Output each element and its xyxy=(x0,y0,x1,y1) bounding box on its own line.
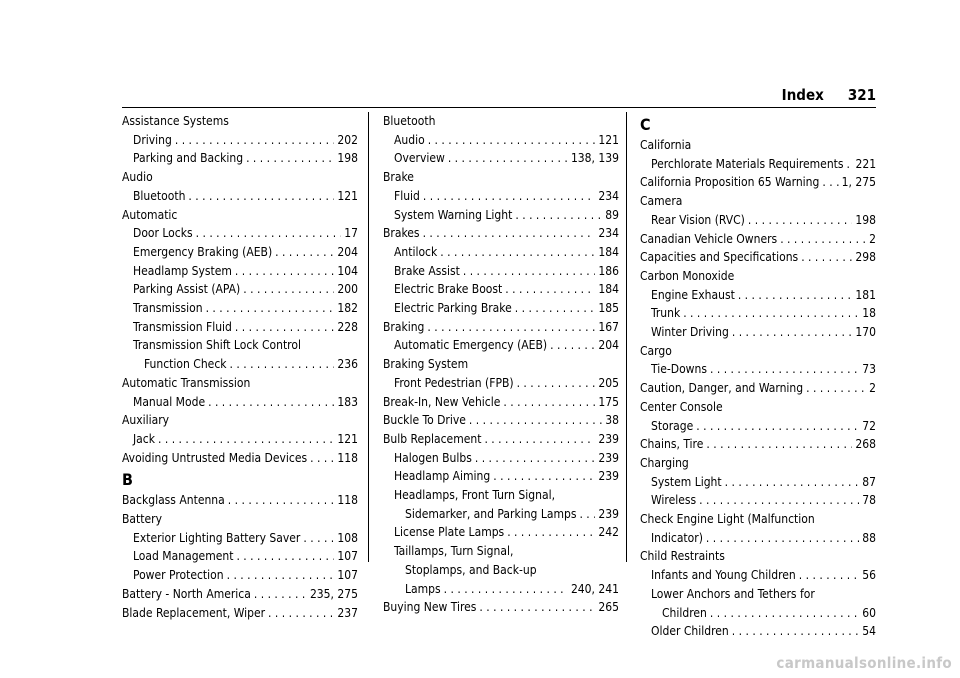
index-entry-label: Sidemarker, and Parking Lamps xyxy=(405,506,577,521)
page-header xyxy=(0,84,876,106)
index-entry[interactable] xyxy=(383,449,619,468)
dot-leader xyxy=(227,566,335,585)
index-entry[interactable] xyxy=(640,230,876,249)
index-entry-page[interactable]: 184 xyxy=(598,282,619,297)
index-entry-page[interactable]: 87 xyxy=(862,474,876,489)
index-entry[interactable] xyxy=(640,248,876,267)
index-entry[interactable] xyxy=(122,355,358,374)
dot-leader xyxy=(710,360,859,379)
dot-leader xyxy=(448,149,568,168)
index-entry-label: Children xyxy=(662,605,707,620)
dot-leader xyxy=(706,529,859,548)
index-entry-page[interactable]: 56 xyxy=(862,568,876,583)
index-entry[interactable] xyxy=(640,323,876,342)
index-entry-label: System Warning Light xyxy=(394,207,513,222)
dot-leader xyxy=(427,318,595,337)
dot-leader xyxy=(505,280,595,299)
dot-leader xyxy=(732,622,860,641)
dot-leader xyxy=(493,467,595,486)
index-heading: Audio xyxy=(122,170,153,185)
index-entry-label: Lamps xyxy=(405,581,441,596)
index-entry-label: Braking xyxy=(383,319,425,334)
index-column-2 xyxy=(383,112,619,617)
index-entry[interactable] xyxy=(383,206,619,225)
index-entry[interactable] xyxy=(640,417,876,436)
index-entry-label: Bluetooth xyxy=(133,188,186,203)
index-entry-page[interactable]: 239 xyxy=(598,469,619,484)
index-entry-page[interactable]: 17 xyxy=(344,226,358,241)
dot-leader xyxy=(725,473,860,492)
dot-leader xyxy=(188,187,334,206)
index-entry-label: Transmission Fluid xyxy=(133,319,232,334)
index-entry[interactable] xyxy=(383,374,619,393)
dot-leader xyxy=(503,393,595,412)
index-entry-label: Backglass Antenna xyxy=(122,493,225,508)
index-heading: Auxiliary xyxy=(122,413,170,428)
index-entry-page[interactable]: 108 xyxy=(337,530,358,545)
index-entry[interactable] xyxy=(122,585,358,604)
index-entry[interactable] xyxy=(122,430,358,449)
index-entry-label: Function Check xyxy=(144,357,227,372)
index-entry[interactable] xyxy=(122,280,358,299)
index-entry-label: Headlamp Aiming xyxy=(394,469,491,484)
dot-leader xyxy=(428,131,596,150)
index-entry-page[interactable]: 121 xyxy=(337,431,358,446)
index-entry-label: Wireless xyxy=(651,493,697,508)
index-entry-page[interactable]: 235, 275 xyxy=(309,586,358,601)
header-rule xyxy=(122,107,876,108)
index-entry-page[interactable]: 18 xyxy=(862,306,876,321)
index-entry-page[interactable]: 118 xyxy=(337,450,358,465)
index-letter-heading: B xyxy=(122,470,133,490)
index-entry-page[interactable]: 107 xyxy=(337,568,358,583)
index-entry[interactable] xyxy=(122,187,358,206)
dot-leader xyxy=(683,304,859,323)
index-entry[interactable] xyxy=(383,467,619,486)
index-entry-page[interactable]: 186 xyxy=(598,263,619,278)
index-entry-label: Storage xyxy=(651,418,694,433)
index-entry-page[interactable]: 89 xyxy=(605,207,619,222)
index-heading: Cargo xyxy=(640,343,672,358)
index-heading: Charging xyxy=(640,455,689,470)
index-entry[interactable] xyxy=(640,491,876,510)
index-entry[interactable] xyxy=(122,547,358,566)
index-entry[interactable] xyxy=(122,243,358,262)
index-entry[interactable] xyxy=(640,211,876,230)
index-entry-page[interactable]: 121 xyxy=(598,132,619,147)
index-entry-label: Halogen Bulbs xyxy=(394,450,472,465)
index-entry-page[interactable]: 138, 139 xyxy=(570,151,619,166)
index-entry-label: Power Protection xyxy=(133,568,224,583)
index-entry[interactable] xyxy=(122,299,358,318)
dot-leader xyxy=(479,598,595,617)
index-entry-page[interactable]: 1, 275 xyxy=(841,175,876,190)
index-heading: Automatic Transmission xyxy=(122,375,251,390)
index-entry[interactable] xyxy=(640,173,876,192)
index-entry-page[interactable]: 183 xyxy=(337,394,358,409)
index-entry[interactable] xyxy=(122,393,358,412)
dot-leader xyxy=(706,435,852,454)
dot-leader xyxy=(206,299,335,318)
index-entry[interactable] xyxy=(640,304,876,323)
index-heading: Automatic xyxy=(122,207,178,222)
dot-leader xyxy=(801,248,852,267)
index-entry-page[interactable]: 221 xyxy=(855,156,877,171)
index-entry-label: Battery - North America xyxy=(122,586,251,601)
index-entry-page[interactable]: 73 xyxy=(862,362,876,377)
index-entry-label: Canadian Vehicle Owners xyxy=(640,231,778,246)
index-entry-label: Electric Brake Boost xyxy=(394,282,503,297)
index-entry[interactable] xyxy=(122,318,358,337)
index-entry-label: Winter Driving xyxy=(651,325,729,340)
index-entry-label: Chains, Tire xyxy=(640,437,704,452)
index-entry[interactable] xyxy=(640,435,876,454)
dot-leader xyxy=(310,449,334,468)
index-entry-page[interactable]: 202 xyxy=(337,132,358,147)
index-entry-label: Front Pedestrian (FPB) xyxy=(394,375,514,390)
dot-leader xyxy=(550,336,595,355)
index-entry-label: Engine Exhaust xyxy=(651,287,735,302)
index-entry[interactable] xyxy=(383,280,619,299)
dot-leader xyxy=(175,131,335,150)
index-entry[interactable] xyxy=(383,598,619,617)
dot-leader xyxy=(799,566,859,585)
dot-leader xyxy=(230,355,335,374)
index-entry-label: Perchlorate Materials Requirements xyxy=(651,156,844,171)
dot-leader xyxy=(228,491,335,510)
index-entry-page[interactable]: 54 xyxy=(862,624,876,639)
dot-leader xyxy=(196,224,342,243)
index-entry-page[interactable]: 228 xyxy=(337,319,358,334)
index-entry-page[interactable]: 184 xyxy=(598,244,619,259)
index-entry-label: Fluid xyxy=(394,188,420,203)
index-entry[interactable] xyxy=(122,604,358,623)
index-entry[interactable] xyxy=(122,224,358,243)
column-divider xyxy=(368,112,369,562)
dot-leader xyxy=(847,155,853,174)
index-heading: Check Engine Light (Malfunction xyxy=(640,512,815,527)
index-heading: Taillamps, Turn Signal, xyxy=(394,544,514,559)
index-entry[interactable] xyxy=(383,580,619,599)
index-entry[interactable] xyxy=(640,286,876,305)
dot-leader xyxy=(738,286,853,305)
index-entry-page[interactable]: 298 xyxy=(855,250,876,265)
index-entry-label: Caution, Danger, and Warning xyxy=(640,381,804,396)
index-entry-page[interactable]: 198 xyxy=(855,212,876,227)
index-entry-page[interactable]: 239 xyxy=(598,450,619,465)
index-entry-page[interactable]: 200 xyxy=(337,282,358,297)
index-entry[interactable] xyxy=(383,318,619,337)
dot-leader xyxy=(475,449,596,468)
watermark: carmanualsonline.info xyxy=(776,654,952,672)
index-entry[interactable] xyxy=(122,449,358,468)
index-entry-page[interactable]: 182 xyxy=(337,301,358,316)
index-entry-page[interactable]: 181 xyxy=(855,287,876,302)
dot-leader xyxy=(696,417,859,436)
dot-leader xyxy=(158,430,334,449)
index-heading: Braking System xyxy=(383,357,469,372)
dot-leader xyxy=(699,491,859,510)
dot-leader xyxy=(236,547,334,566)
index-entry-label: Exterior Lighting Battery Saver xyxy=(133,530,301,545)
index-heading: Brake xyxy=(383,170,414,185)
index-entry-page[interactable]: 2 xyxy=(869,231,876,246)
index-entry-label: Blade Replacement, Wiper xyxy=(122,605,266,620)
index-entry-label: Electric Parking Brake xyxy=(394,301,512,316)
index-heading: Lower Anchors and Tethers for xyxy=(651,586,815,601)
index-entry[interactable] xyxy=(383,243,619,262)
index-column-1 xyxy=(122,112,358,622)
index-entry[interactable] xyxy=(122,262,358,281)
page-number: 321 xyxy=(847,86,876,104)
index-entry-page[interactable]: 167 xyxy=(598,319,619,334)
index-entry-label: Parking and Backing xyxy=(133,151,244,166)
index-entry-page[interactable]: 204 xyxy=(598,338,619,353)
dot-leader xyxy=(517,374,596,393)
index-heading: Carbon Monoxide xyxy=(640,268,735,283)
index-entry-page[interactable]: 78 xyxy=(862,493,876,508)
index-entry-page[interactable]: 204 xyxy=(337,244,358,259)
index-entry-page[interactable]: 268 xyxy=(855,437,876,452)
dot-leader xyxy=(275,243,334,262)
index-entry[interactable] xyxy=(383,336,619,355)
index-entry-label: Antilock xyxy=(394,244,438,259)
column-divider xyxy=(626,112,627,562)
index-entry-label: Headlamp System xyxy=(133,263,232,278)
index-entry-label: Parking Assist (APA) xyxy=(133,282,241,297)
index-letter-heading: C xyxy=(640,115,651,134)
index-entry-label: Capacities and Specifications xyxy=(640,250,799,265)
index-entry-page[interactable]: 185 xyxy=(598,301,619,316)
dot-leader xyxy=(469,411,602,430)
index-entry[interactable] xyxy=(122,131,358,150)
index-entry[interactable] xyxy=(122,149,358,168)
index-entry[interactable] xyxy=(122,491,358,510)
index-heading: California xyxy=(640,138,692,152)
dot-leader xyxy=(440,243,595,262)
index-entry-page[interactable]: 239 xyxy=(598,506,619,521)
index-entry-label: Rear Vision (RVC) xyxy=(651,212,745,227)
index-entry-label: Buckle To Drive xyxy=(383,413,466,428)
index-entry-page[interactable]: 175 xyxy=(598,394,619,409)
section-title: Index xyxy=(781,86,824,104)
index-entry-page[interactable]: 60 xyxy=(862,605,876,620)
index-entry-label: Overview xyxy=(394,151,445,166)
dot-leader xyxy=(423,187,595,206)
dot-leader xyxy=(423,224,596,243)
index-entry[interactable] xyxy=(122,529,358,548)
index-entry-label: Emergency Braking (AEB) xyxy=(133,244,273,259)
index-entry-label: License Plate Lamps xyxy=(394,525,505,540)
index-entry[interactable] xyxy=(383,262,619,281)
index-entry[interactable] xyxy=(640,360,876,379)
index-entry[interactable] xyxy=(383,299,619,318)
index-entry[interactable] xyxy=(383,430,619,449)
index-entry-label: California Proposition 65 Warning xyxy=(640,175,820,190)
index-entry-label: Jack xyxy=(133,431,155,446)
index-entry-label: Infants and Young Children xyxy=(651,568,796,583)
index-heading: Camera xyxy=(640,194,683,209)
index-entry-label: Brakes xyxy=(383,226,420,241)
index-entry-label: Brake Assist xyxy=(394,263,460,278)
index-entry-page[interactable]: 236 xyxy=(337,357,358,372)
index-heading: Assistance Systems xyxy=(122,114,229,128)
index-heading: Child Restraints xyxy=(640,549,725,564)
index-entry-label: Door Locks xyxy=(133,226,193,241)
index-entry-label: Driving xyxy=(133,132,172,147)
dot-leader xyxy=(243,280,334,299)
index-entry[interactable] xyxy=(383,411,619,430)
dot-leader xyxy=(268,604,334,623)
dot-leader xyxy=(780,230,866,249)
dot-leader xyxy=(822,173,838,192)
index-entry-label: Manual Mode xyxy=(133,394,206,409)
index-heading: Transmission Shift Lock Control xyxy=(133,338,301,353)
index-entry[interactable] xyxy=(383,505,619,524)
index-entry-page[interactable]: 72 xyxy=(862,418,876,433)
index-entry-page[interactable]: 237 xyxy=(337,605,358,620)
index-entry-page[interactable]: 88 xyxy=(862,530,876,545)
dot-leader xyxy=(515,206,602,225)
index-column-3 xyxy=(640,112,876,641)
index-entry[interactable] xyxy=(383,523,619,542)
index-entry-page[interactable]: 118 xyxy=(337,493,358,508)
index-entry-label: Buying New Tires xyxy=(383,600,477,615)
index-entry[interactable] xyxy=(640,529,876,548)
dot-leader xyxy=(463,262,596,281)
index-entry-page[interactable]: 234 xyxy=(598,226,619,241)
index-entry[interactable] xyxy=(383,131,619,150)
dot-leader xyxy=(507,523,595,542)
index-entry[interactable] xyxy=(122,566,358,585)
index-heading: Battery xyxy=(122,512,162,527)
index-entry-label: Avoiding Untrusted Media Devices xyxy=(122,450,308,465)
index-entry[interactable] xyxy=(640,604,876,623)
index-entry-page[interactable]: 240, 241 xyxy=(570,581,619,596)
index-entry[interactable] xyxy=(640,155,876,174)
index-entry-page[interactable]: 38 xyxy=(605,413,619,428)
index-entry-label: Transmission xyxy=(133,301,203,316)
index-entry-label: Trunk xyxy=(651,306,681,321)
index-entry[interactable] xyxy=(640,473,876,492)
dot-leader xyxy=(806,379,866,398)
index-entry-label: Bulb Replacement xyxy=(383,431,482,446)
index-entry[interactable] xyxy=(383,187,619,206)
index-entry-label: Break-In, New Vehicle xyxy=(383,394,501,409)
dot-leader xyxy=(235,318,334,337)
dot-leader xyxy=(710,604,859,623)
index-entry-label: Indicator) xyxy=(651,530,703,545)
index-entry-page[interactable]: 239 xyxy=(598,431,619,446)
index-entry[interactable] xyxy=(383,224,619,243)
index-entry-label: Load Management xyxy=(133,549,234,564)
index-entry-page[interactable]: 107 xyxy=(337,549,358,564)
index-entry-page[interactable]: 198 xyxy=(337,151,358,166)
dot-leader xyxy=(208,393,334,412)
dot-leader xyxy=(246,149,334,168)
index-entry-page[interactable]: 234 xyxy=(598,188,619,203)
index-entry-page[interactable]: 121 xyxy=(337,188,358,203)
index-entry-label: Tie-Downs xyxy=(651,362,707,377)
index-entry-page[interactable]: 265 xyxy=(598,600,619,615)
index-entry-page[interactable]: 104 xyxy=(337,263,358,278)
index-heading: Center Console xyxy=(640,399,723,414)
index-entry-label: System Light xyxy=(651,474,722,489)
index-entry-page[interactable]: 242 xyxy=(598,525,619,540)
index-heading: Headlamps, Front Turn Signal, xyxy=(394,488,556,503)
index-entry-page[interactable]: 170 xyxy=(855,325,876,340)
index-heading: Bluetooth xyxy=(383,114,436,128)
index-entry[interactable] xyxy=(383,393,619,412)
index-entry-label: Audio xyxy=(394,132,425,147)
index-entry[interactable] xyxy=(640,379,876,398)
index-entry-label: Older Children xyxy=(651,624,729,639)
index-entry[interactable] xyxy=(640,622,876,641)
index-entry[interactable] xyxy=(383,149,619,168)
dot-leader xyxy=(484,430,595,449)
index-entry[interactable] xyxy=(640,566,876,585)
dot-leader xyxy=(254,585,307,604)
index-heading: Stoplamps, and Back-up xyxy=(405,562,537,577)
index-entry-label: Automatic Emergency (AEB) xyxy=(394,338,548,353)
dot-leader xyxy=(579,505,595,524)
dot-leader xyxy=(303,529,334,548)
index-entry-page[interactable]: 2 xyxy=(869,381,876,396)
dot-leader xyxy=(732,323,853,342)
dot-leader xyxy=(748,211,852,230)
dot-leader xyxy=(444,580,568,599)
dot-leader xyxy=(235,262,334,281)
index-entry-page[interactable]: 205 xyxy=(598,375,619,390)
dot-leader xyxy=(515,299,596,318)
